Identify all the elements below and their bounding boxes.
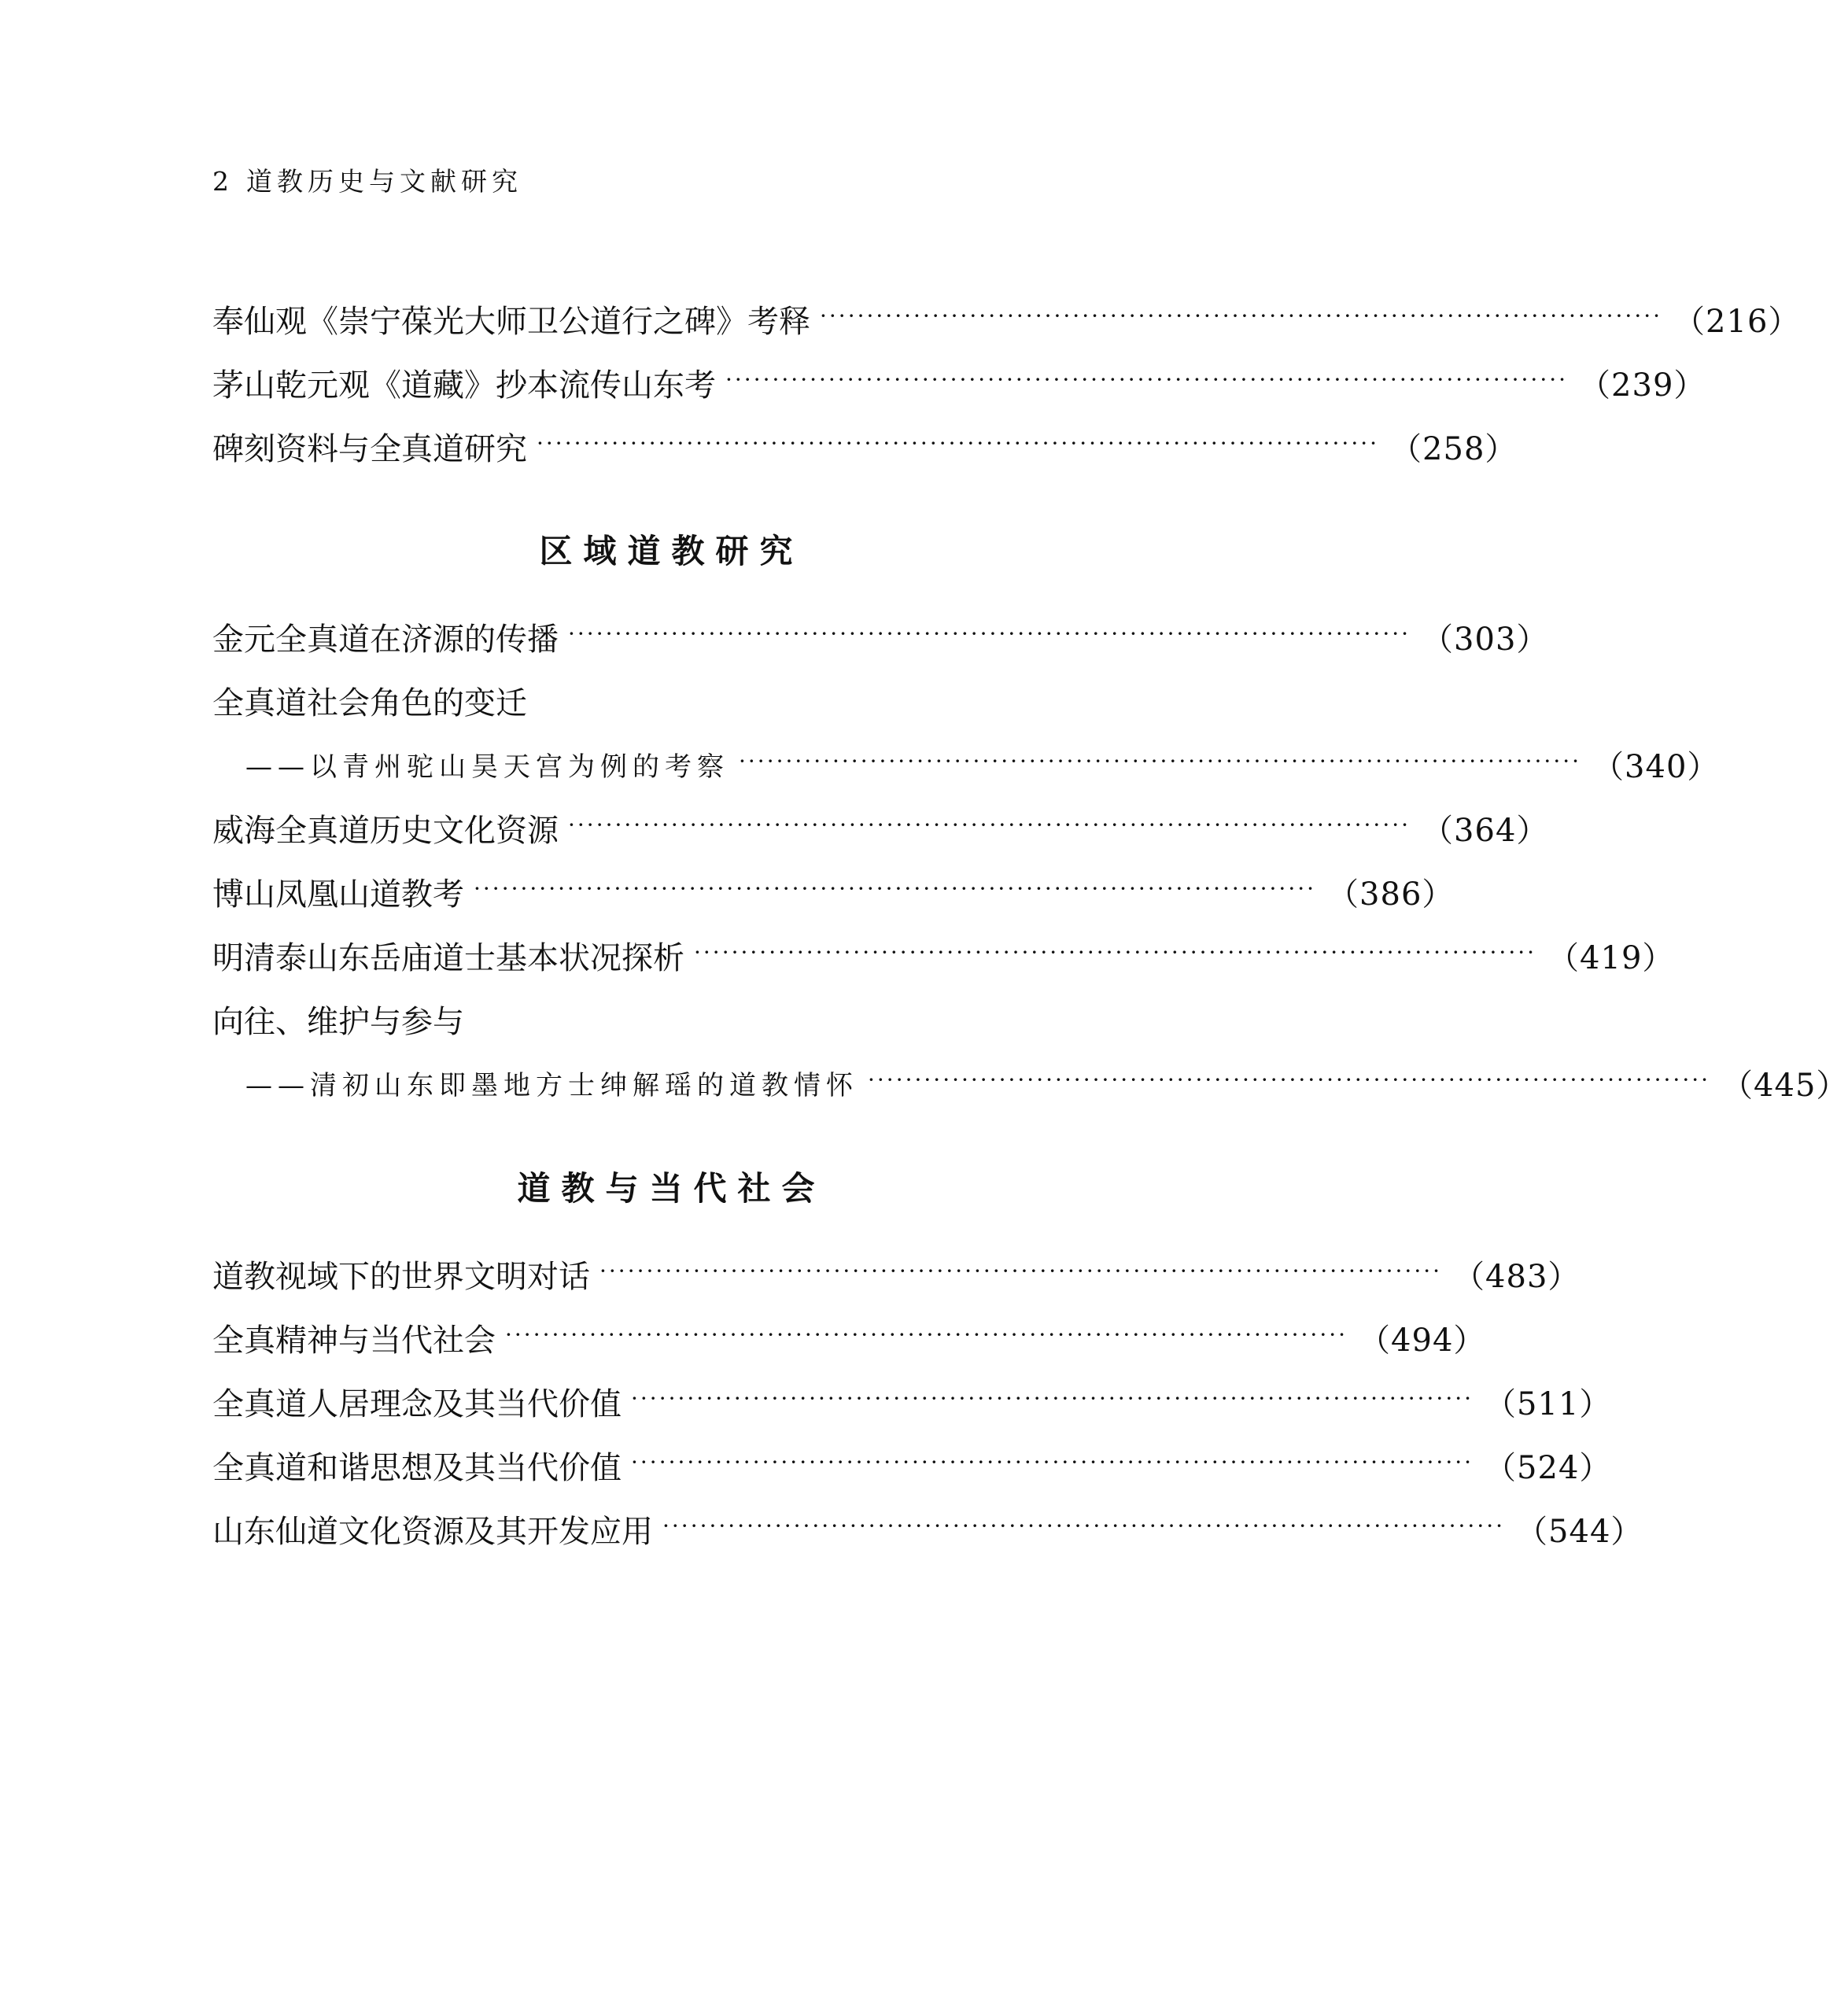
- toc-entry[interactable]: [212, 295, 1801, 342]
- section-heading: 道教与当代社会: [517, 1169, 826, 1208]
- leader-dots: ··························································································: [662, 1512, 1506, 1539]
- toc-entry-page: （239）: [1579, 367, 1706, 404]
- toc-entry-title: 金元全真道在济源的传播: [212, 621, 559, 658]
- toc-entry-title: ——清初山东即墨地方士绅解瑶的道教情怀: [245, 1069, 858, 1101]
- leader-dots: ··························································································: [505, 1321, 1348, 1348]
- toc-entry[interactable]: [212, 1505, 1643, 1552]
- toc-entry[interactable]: [212, 677, 1131, 724]
- toc-entry-title: 茅山乾元观《道藏》抄本流传山东考: [212, 367, 716, 404]
- toc-entry[interactable]: [212, 613, 1549, 660]
- toc-entry[interactable]: [212, 1250, 1581, 1297]
- toc-entry[interactable]: [212, 804, 1549, 851]
- leader-dots: ··························································································: [474, 875, 1317, 902]
- leader-dots: ··························································································: [739, 747, 1582, 774]
- toc-entry-page: （386）: [1327, 876, 1455, 913]
- toc-entry[interactable]: [212, 932, 1675, 979]
- toc-entry[interactable]: [212, 1441, 1612, 1489]
- toc-entry-subtitle[interactable]: [245, 1059, 1848, 1106]
- section-heading: 区域道教研究: [539, 532, 804, 570]
- book-title: 道教历史与文献研究: [246, 166, 522, 197]
- leader-dots: ··························································································: [599, 1257, 1443, 1284]
- leader-dots: ··························································································: [631, 1448, 1474, 1475]
- toc-entry[interactable]: [212, 995, 1131, 1042]
- toc-entry-page: （445）: [1721, 1067, 1848, 1104]
- toc-entry-title: 全真精神与当代社会: [212, 1322, 496, 1359]
- toc-entry-title: 全真道和谐思想及其当代价值: [212, 1449, 622, 1486]
- toc-entry-page: （364）: [1422, 812, 1549, 849]
- toc-entry-page: （524）: [1485, 1449, 1612, 1486]
- leader-dots: ··························································································: [868, 1066, 1711, 1093]
- toc-entry[interactable]: [212, 868, 1455, 915]
- toc-entry-page: （216）: [1673, 303, 1801, 340]
- running-header: [212, 161, 522, 198]
- leader-dots: ··························································································: [820, 302, 1663, 329]
- toc-entry-title: 山东仙道文化资源及其开发应用: [212, 1513, 653, 1550]
- leader-dots: ··························································································: [725, 366, 1569, 393]
- toc-entry[interactable]: [212, 359, 1706, 406]
- toc-entry-page: （494）: [1359, 1322, 1486, 1359]
- toc-entry-page: （303）: [1422, 621, 1549, 658]
- toc-entry-title: 向往、维护与参与: [212, 1003, 464, 1040]
- toc-entry-title: 道教视域下的世界文明对话: [212, 1258, 590, 1295]
- toc-entry-title: 博山凤凰山道教考: [212, 876, 464, 913]
- toc-entry-title: 奉仙观《崇宁葆光大师卫公道行之碑》考释: [212, 303, 810, 340]
- leader-dots: ··························································································: [631, 1385, 1474, 1411]
- toc-entry-title: 明清泰山东岳庙道士基本状况探析: [212, 939, 684, 976]
- toc-entry-title: ——以青州驼山昊天宫为例的考察: [245, 751, 729, 783]
- toc-entry-page: （258）: [1390, 430, 1518, 467]
- page-number: 2: [212, 166, 229, 197]
- toc-entry-title: 碑刻资料与全真道研究: [212, 430, 527, 467]
- leader-dots: ··························································································: [537, 430, 1380, 456]
- toc-entry-page: （511）: [1485, 1385, 1612, 1422]
- toc-entry-page: （483）: [1453, 1258, 1581, 1295]
- toc-entry[interactable]: [212, 1378, 1612, 1425]
- toc-entry-page: （340）: [1592, 748, 1720, 785]
- toc-entry-title: 全真道社会角色的变迁: [212, 684, 527, 721]
- toc-entry[interactable]: [212, 1314, 1486, 1361]
- toc-entry-title: 全真道人居理念及其当代价值: [212, 1385, 622, 1422]
- leader-dots: ··························································································: [568, 811, 1411, 838]
- leader-dots: ··························································································: [694, 939, 1537, 965]
- toc-entry-subtitle[interactable]: [245, 740, 1720, 788]
- toc-entry-page: （544）: [1516, 1513, 1643, 1550]
- toc-entry-title: 威海全真道历史文化资源: [212, 812, 559, 849]
- leader-dots: ··························································································: [568, 620, 1411, 647]
- toc-entry[interactable]: [212, 422, 1518, 470]
- toc-entry-page: （419）: [1547, 939, 1675, 976]
